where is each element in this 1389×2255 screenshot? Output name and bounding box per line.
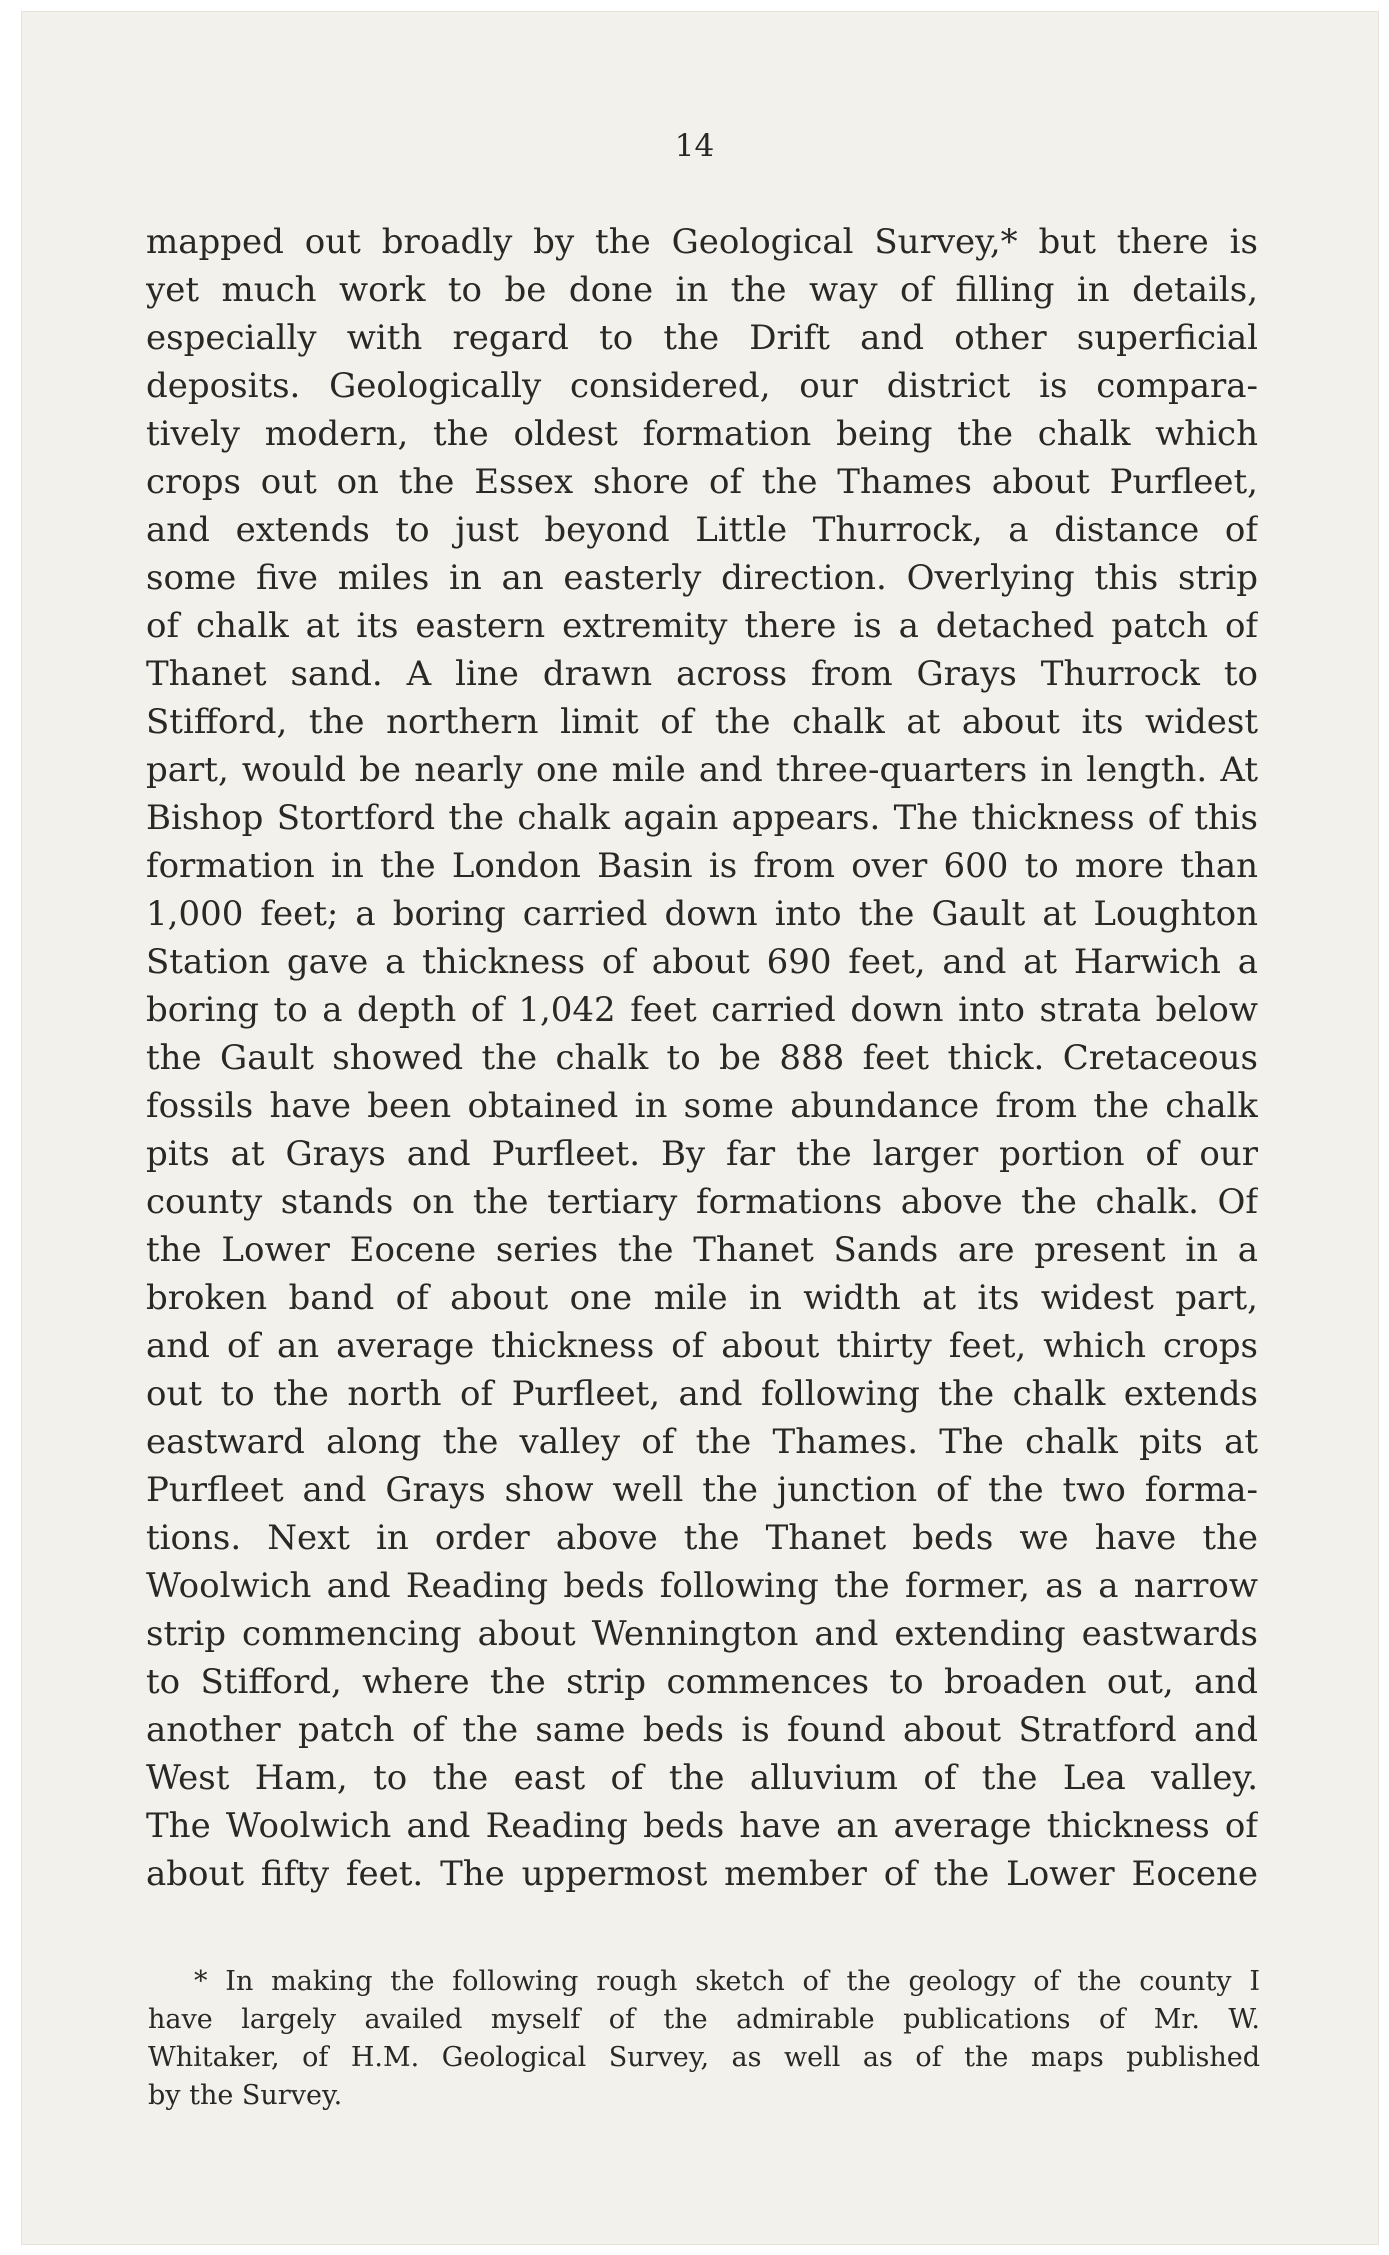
text-line: tions. Next in order above the Thanet beds we have the — [146, 1518, 1258, 1558]
text-line: especially with regard to the Drift and other superficial — [146, 318, 1258, 358]
text-line: Bishop Stortford the chalk again appears. The thickness of this — [146, 798, 1258, 838]
text-line: strip commencing about Wennington and extending eastwards — [146, 1614, 1258, 1654]
text-line: out to the north of Purfleet, and following the chalk extends — [146, 1374, 1258, 1414]
text-line: yet much work to be done in the way of filling in details, — [146, 270, 1258, 310]
text-line: Station gave a thickness of about 690 feet, and at Harwich a — [146, 942, 1258, 982]
text-line: Woolwich and Reading beds following the former, as a narrow — [146, 1566, 1258, 1606]
text-line: Purfleet and Grays show well the junction of the two forma- — [146, 1470, 1258, 1510]
text-line: tively modern, the oldest formation being the chalk which — [146, 414, 1258, 454]
text-line: crops out on the Essex shore of the Thames about Purfleet, — [146, 462, 1258, 502]
text-line: of chalk at its eastern extremity there is a detached patch of — [146, 606, 1258, 646]
text-line: Stifford, the northern limit of the chalk at about its widest — [146, 702, 1258, 742]
body-text — [146, 218, 1258, 1898]
text-line: fossils have been obtained in some abundance from the chalk — [146, 1086, 1258, 1126]
text-line: Thanet sand. A line drawn across from Grays Thurrock to — [146, 654, 1258, 694]
text-line: eastward along the valley of the Thames. The chalk pits at — [146, 1422, 1258, 1462]
text-line: part, would be nearly one mile and three-quarters in length. At — [146, 750, 1258, 790]
page-number: 14 — [674, 128, 715, 164]
footnote-line: by the Survey. — [148, 2080, 343, 2111]
text-line: West Ham, to the east of the alluvium of the Lea valley. — [146, 1758, 1258, 1798]
text-line: the Lower Eocene series the Thanet Sands are present in a — [146, 1230, 1258, 1270]
footnote-line: * In making the following rough sketch of the geology of the county I — [194, 1966, 1260, 1997]
text-line: county stands on the tertiary formations above the chalk. Of — [146, 1182, 1258, 1222]
footnote-line: Whitaker, of H.M. Geological Survey, as well as of the maps published — [148, 2042, 1260, 2073]
text-line: The Woolwich and Reading beds have an average thickness of — [146, 1806, 1258, 1846]
text-line: about fifty feet. The uppermost member of the Lower Eocene — [146, 1854, 1258, 1894]
text-line: boring to a depth of 1,042 feet carried down into strata below — [146, 990, 1258, 1030]
text-line: the Gault showed the chalk to be 888 feet thick. Cretaceous — [146, 1038, 1258, 1078]
text-line: and extends to just beyond Little Thurrock, a distance of — [146, 510, 1258, 550]
text-line: deposits. Geologically considered, our district is compara- — [146, 366, 1258, 406]
text-line: some five miles in an easterly direction. Overlying this strip — [146, 558, 1258, 598]
text-line: and of an average thickness of about thirty feet, which crops — [146, 1326, 1258, 1366]
text-line: mapped out broadly by the Geological Survey,* but there is — [146, 222, 1258, 262]
text-line: to Stifford, where the strip commences to broaden out, and — [146, 1662, 1258, 1702]
text-line: another patch of the same beds is found about Stratford and — [146, 1710, 1258, 1750]
text-line: pits at Grays and Purfleet. By far the larger portion of our — [146, 1134, 1258, 1174]
text-line: 1,000 feet; a boring carried down into the Gault at Loughton — [146, 894, 1258, 934]
footnote — [148, 1963, 1260, 2115]
footnote-line: have largely availed myself of the admirable publications of Mr. W. — [148, 2004, 1260, 2035]
text-line: broken band of about one mile in width at its widest part, — [146, 1278, 1258, 1318]
text-line: formation in the London Basin is from over 600 to more than — [146, 846, 1258, 886]
